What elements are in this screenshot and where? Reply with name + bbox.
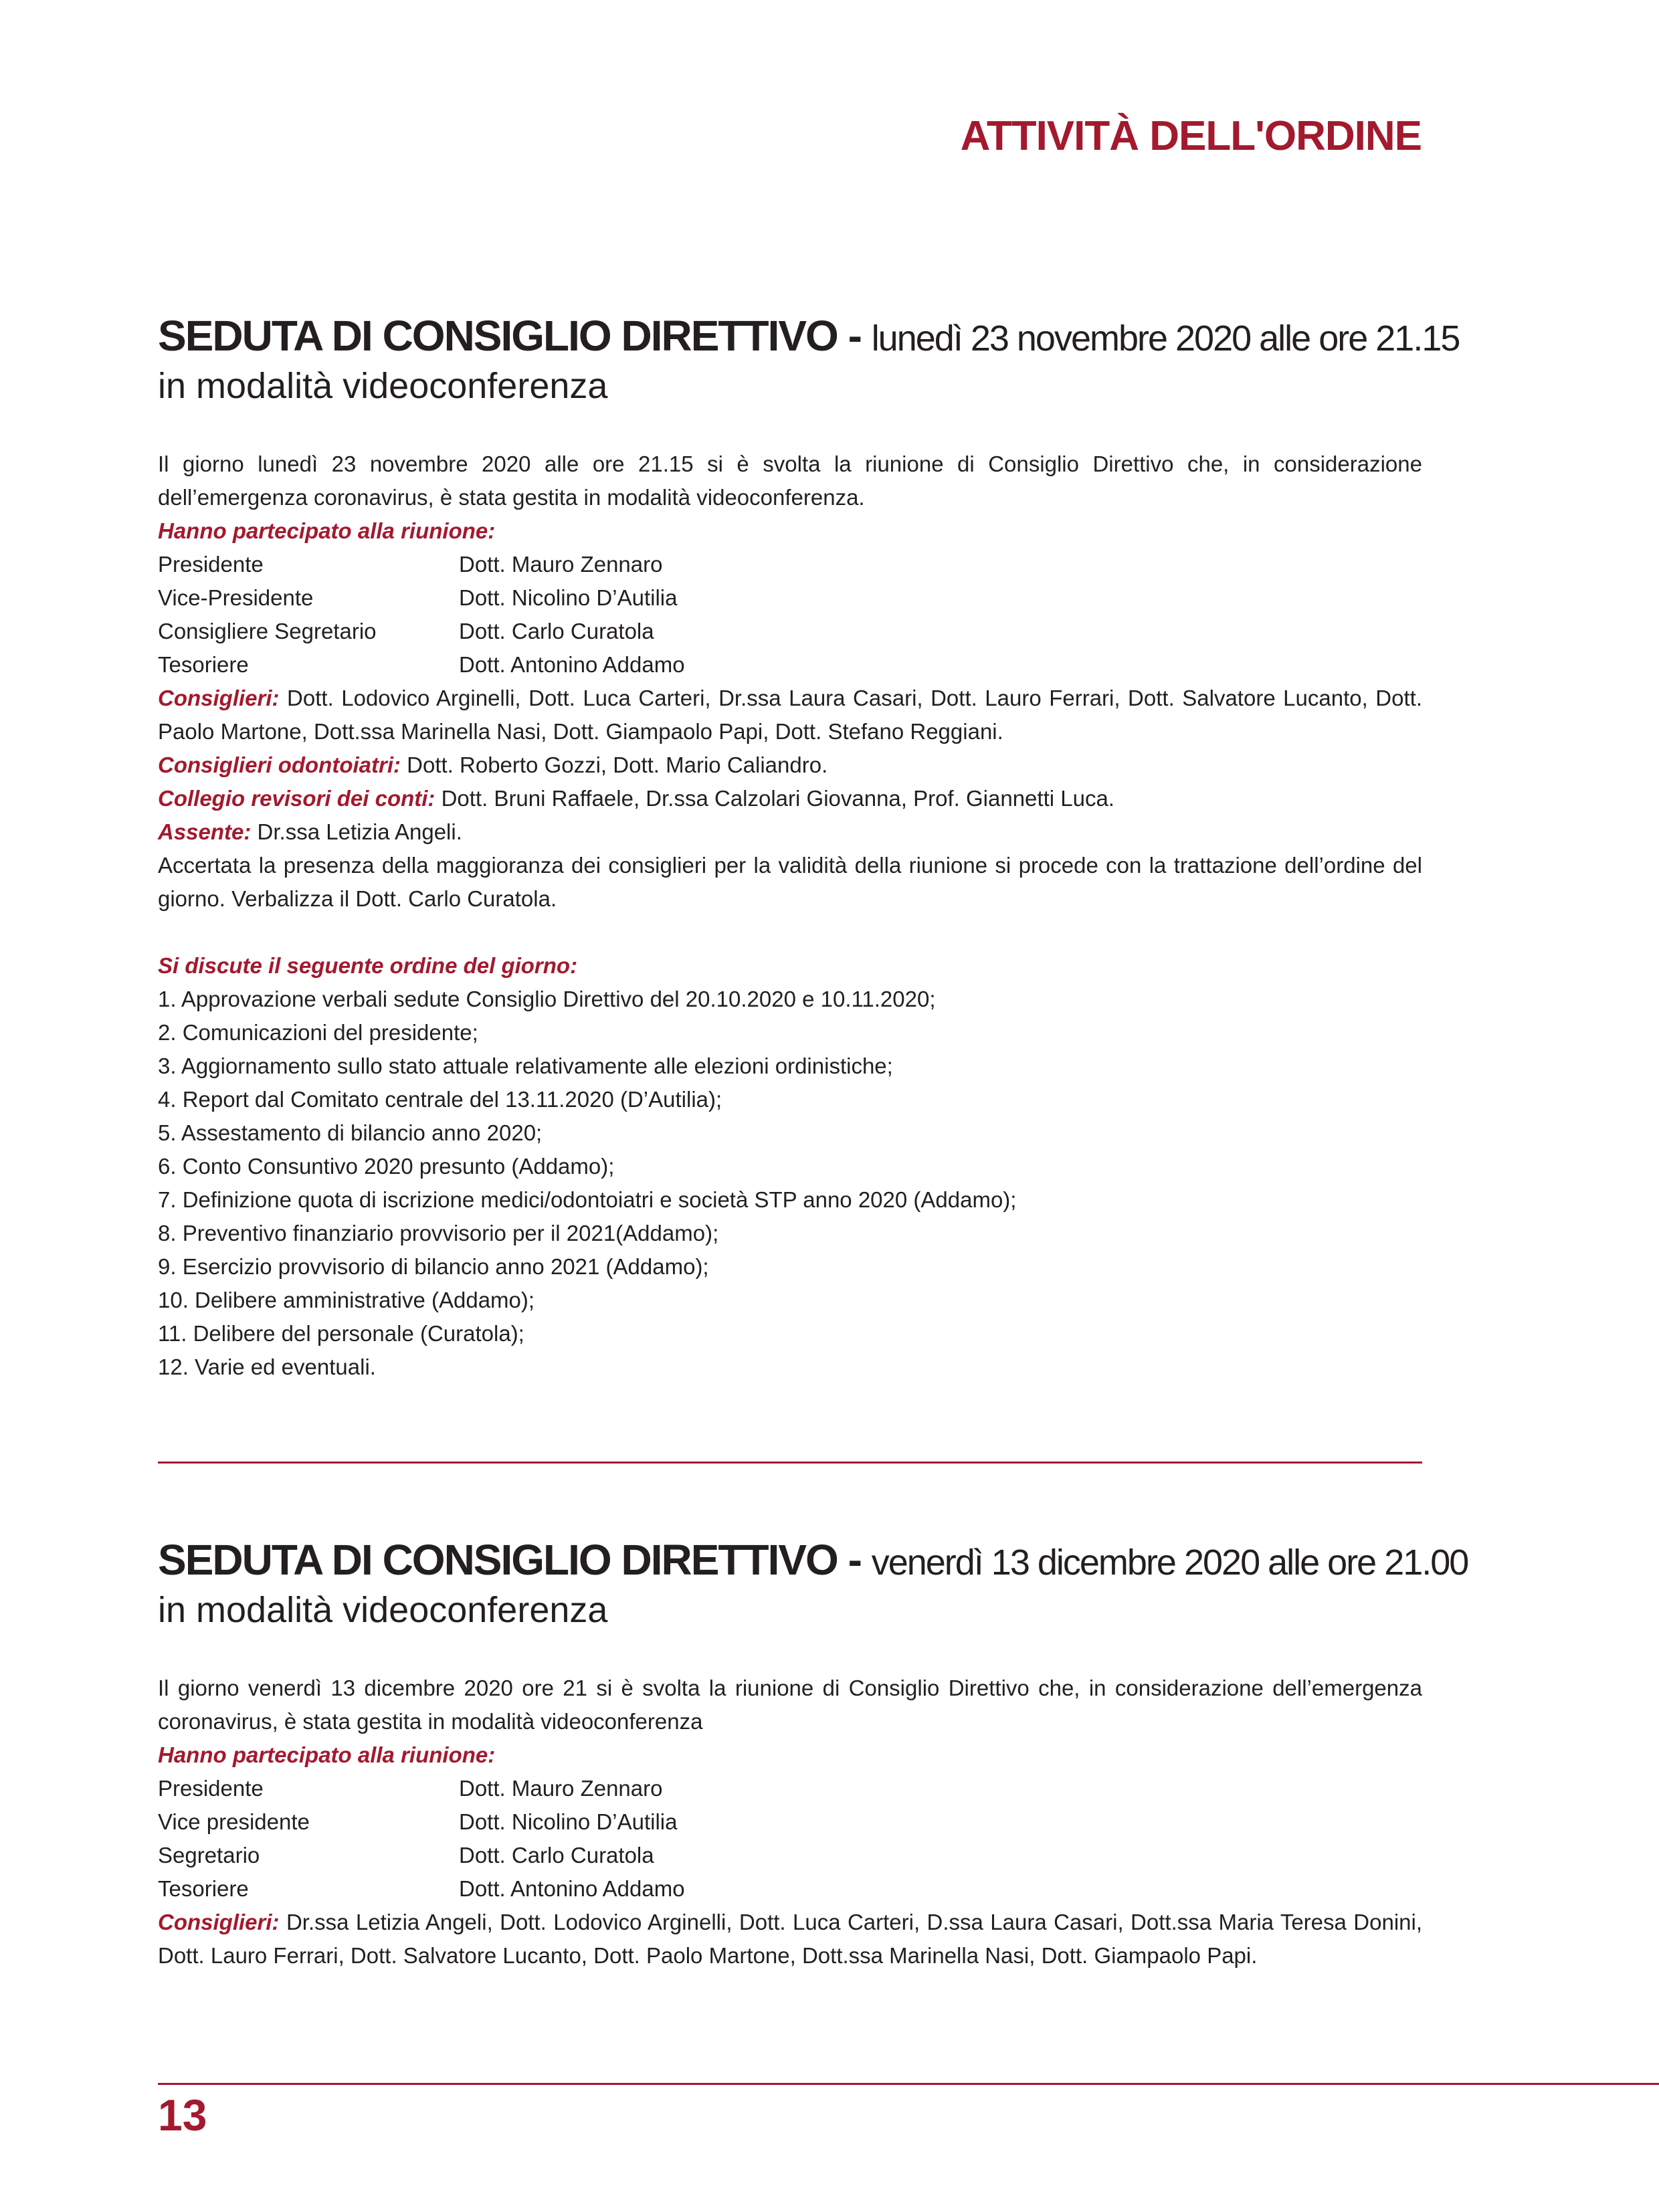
agenda-item: 3. Aggiornamento sullo stato attuale relativamente alle elezioni ordinistiche; [158, 1053, 893, 1079]
agenda-item: 7. Definizione quota di iscrizione medici/odontoiatri e società STP anno 2020 (Addamo); [158, 1187, 1017, 1213]
agenda-label: Si discute il seguente ordine del giorno: [158, 953, 578, 979]
role-name: Dott. Carlo Curatola [459, 619, 654, 644]
role-label: Consigliere Segretario [158, 619, 377, 644]
role-row [158, 1805, 1422, 1839]
role-name: Dott. Carlo Curatola [459, 1843, 654, 1868]
role-row [158, 548, 1422, 581]
agenda-item: 4. Report dal Comitato centrale del 13.11.2020 (D’Autilia); [158, 1087, 722, 1112]
agenda-item: 2. Comunicazioni del presidente; [158, 1020, 478, 1045]
role-name: Dott. Nicolino D’Autilia [459, 1809, 678, 1835]
consiglieri-paragraph [158, 1906, 1422, 1973]
agenda-item: 9. Esercizio provvisorio di bilancio anno 2021 (Addamo); [158, 1254, 709, 1280]
consiglieri-list: Dr.ssa Letizia Angeli, Dott. Lodovico Arginelli, Dott. Luca Carteri, D.ssa Laura Casari, Dott.ssa Maria Teresa Donini, Dott. Lauro Ferrari, Dott. Salvatore Lucanto, Dott. Paolo Martone, Dott.ssa Marinella Nasi, Dott. Giampaolo Papi. [158, 1910, 1422, 1969]
agenda-item: 8. Preventivo finanziario provvisorio per il 2021(Addamo); [158, 1221, 719, 1246]
session-2-heading [158, 1536, 1468, 1584]
footer-line [158, 2083, 1659, 2085]
session-1-title: SEDUTA DI CONSIGLIO DIRETTIVO - [158, 312, 872, 360]
revisori-label: Collegio revisori dei conti: [158, 786, 435, 811]
revisori-list: Dott. Bruni Raffaele, Dr.ssa Calzolari Giovanna, Prof. Giannetti Luca. [435, 786, 1114, 811]
role-row [158, 615, 1422, 648]
role-label: Vice presidente [158, 1809, 310, 1835]
session-2-body [158, 1672, 1422, 1973]
role-row [158, 648, 1422, 682]
role-name: Dott. Antonino Addamo [459, 1876, 685, 1902]
role-row [158, 1772, 1422, 1805]
consiglieri-list: Dott. Lodovico Arginelli, Dott. Luca Carteri, Dr.ssa Laura Casari, Dott. Lauro Ferrari, Dott. Salvatore Lucanto, Dott. Paolo Martone, Dott.ssa Marinella Nasi, Dott. Giampaolo Papi, Dott. Stefano Reggiani. [158, 686, 1422, 744]
assente-label: Assente: [158, 819, 252, 845]
page-number: 13 [158, 2090, 207, 2140]
consiglieri-label: Consiglieri: [158, 1910, 280, 1935]
revisori-paragraph [158, 782, 1422, 815]
session-1-body [158, 447, 1422, 1384]
odontoiatri-paragraph [158, 748, 1422, 782]
session-2-date: venerdì 13 dicembre 2020 alle ore 21.00 [871, 1542, 1468, 1583]
role-name: Dott. Mauro Zennaro [459, 552, 663, 577]
role-name: Dott. Nicolino D’Autilia [459, 585, 678, 611]
role-row [158, 1839, 1422, 1872]
session-1-date: lunedì 23 novembre 2020 alle ore 21.15 [871, 318, 1460, 359]
odontoiatri-label: Consiglieri odontoiatri: [158, 752, 401, 778]
consiglieri-label: Consiglieri: [158, 686, 280, 711]
session-1-subtitle: in modalità videoconferenza [158, 366, 608, 406]
role-name: Dott. Mauro Zennaro [459, 1776, 663, 1801]
session-2 [158, 1536, 1468, 1973]
session-2-subtitle: in modalità videoconferenza [158, 1590, 608, 1630]
section-title: ATTIVITÀ DELL'ORDINE [960, 113, 1422, 159]
session-1 [158, 312, 1460, 1384]
assente-paragraph [158, 815, 1422, 849]
agenda-item: 1. Approvazione verbali sedute Consiglio Direttivo del 20.10.2020 e 10.11.2020; [158, 987, 936, 1012]
odontoiatri-list: Dott. Roberto Gozzi, Dott. Mario Caliandro. [400, 752, 828, 778]
role-row [158, 581, 1422, 615]
participants-label: Hanno partecipato alla riunione: [158, 1742, 496, 1768]
role-name: Dott. Antonino Addamo [459, 652, 685, 678]
agenda-item: 10. Delibere amministrative (Addamo); [158, 1288, 535, 1313]
role-label: Presidente [158, 552, 264, 577]
session-1-heading [158, 312, 1460, 360]
agenda-item: 12. Varie ed eventuali. [158, 1354, 376, 1380]
session-1-intro: Il giorno lunedì 23 novembre 2020 alle ore 21.15 si è svolta la riunione di Consiglio Direttivo che, in considerazione dell’emergenza coronavirus, è stata gestita in modalità videoconferenza. [158, 451, 1422, 510]
role-label: Presidente [158, 1776, 264, 1801]
section-divider [158, 1462, 1422, 1464]
assente-name: Dr.ssa Letizia Angeli. [251, 819, 462, 845]
agenda-item: 11. Delibere del personale (Curatola); [158, 1321, 524, 1346]
participants-label: Hanno partecipato alla riunione: [158, 518, 496, 544]
session-2-title: SEDUTA DI CONSIGLIO DIRETTIVO - [158, 1536, 872, 1584]
role-label: Vice-Presidente [158, 585, 314, 611]
role-label: Tesoriere [158, 1876, 249, 1902]
role-label: Segretario [158, 1843, 260, 1868]
agenda-list [158, 983, 1422, 1384]
consiglieri-paragraph [158, 682, 1422, 748]
role-row [158, 1872, 1422, 1906]
accertata-paragraph: Accertata la presenza della maggioranza dei consiglieri per la validità della riunione si procede con la trattazione dell’ordine del giorno. Verbalizza il Dott. Carlo Curatola. [158, 853, 1422, 912]
session-2-intro: Il giorno venerdì 13 dicembre 2020 ore 21 si è svolta la riunione di Consiglio Direttivo che, in considerazione dell’emergenza coronavirus, è stata gestita in modalità videoconferenza [158, 1676, 1422, 1734]
role-label: Tesoriere [158, 652, 249, 678]
agenda-item: 6. Conto Consuntivo 2020 presunto (Addamo); [158, 1154, 615, 1179]
agenda-item: 5. Assestamento di bilancio anno 2020; [158, 1120, 543, 1146]
